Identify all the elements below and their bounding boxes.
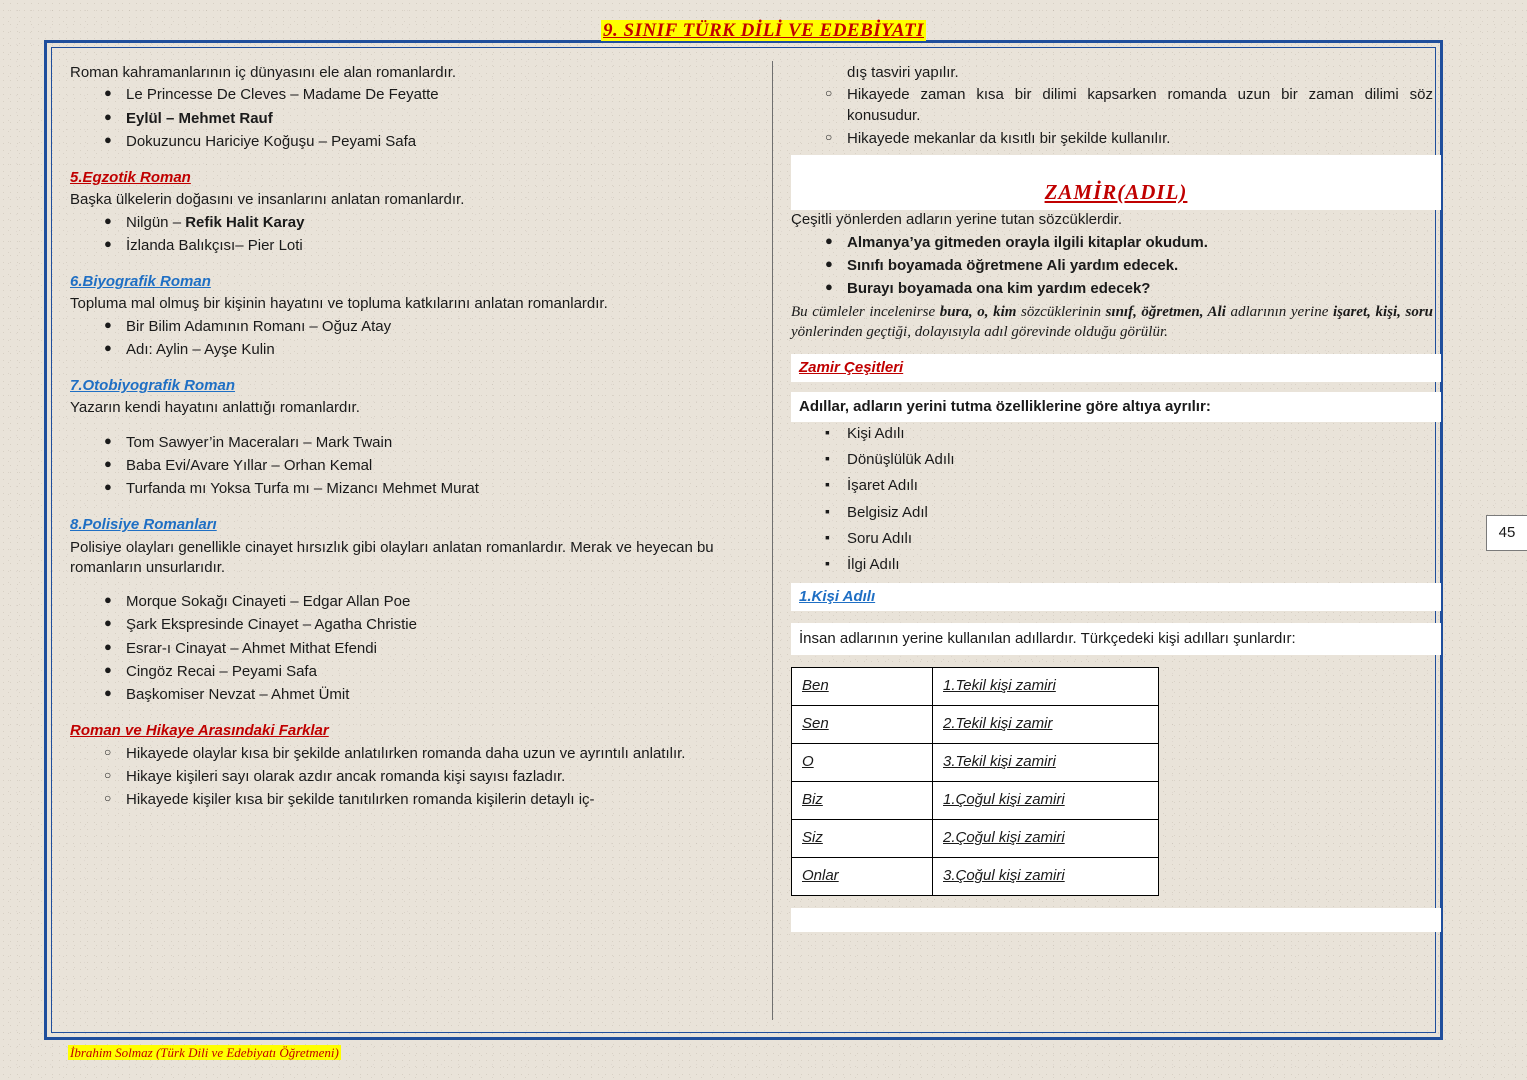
intro-list — [70, 85, 752, 152]
list-item — [847, 424, 1433, 444]
section-list-biyografik-roman — [70, 317, 752, 361]
list-item — [847, 476, 1433, 496]
zamir-cesitleri-lead: Adıllar, adların yerini tutma özelliklerine göre altıya ayrılır: — [799, 397, 1211, 415]
list-item — [847, 279, 1433, 299]
list-item-text: Başkomiser Nevzat – Ahmet Ümit — [126, 686, 350, 703]
section-paragraph-biyografik-roman: Topluma mal olmuş bir kişinin hayatını ve topluma katkılarını anlatan romanlardır. — [70, 295, 608, 313]
list-item-text: Belgisiz Adıl — [847, 503, 928, 521]
list-item — [126, 236, 752, 256]
table-row — [792, 781, 1159, 819]
list-item — [126, 456, 752, 476]
list-item — [847, 85, 1433, 126]
explanation-part-bold: işaret, kişi, soru — [1332, 304, 1433, 321]
list-item — [126, 790, 752, 810]
table-row — [792, 667, 1159, 705]
list-item-text: Sınıfı boyamada öğretmene Ali yardım edecek. — [847, 256, 1179, 274]
zamir-explanation — [791, 303, 1433, 342]
section-heading-roman-hikaye-farklar: Roman ve Hikaye Arasındaki Farklar — [70, 722, 329, 740]
table-cell-pronoun: Biz — [792, 781, 933, 819]
section-heading-polisiye-romanlari: 8.Polisiye Romanları — [70, 516, 217, 534]
zamir-definition: Çeşitli yönlerden adların yerine tutan sözcüklerdir. — [791, 211, 1123, 229]
list-item-text: Turfanda mı Yoksa Turfa mı – Mizancı Mehmet Murat — [126, 480, 479, 497]
list-item-text: İşaret Adılı — [847, 477, 918, 495]
list-item-text: Burayı boyamada ona kim yardım edecek? — [847, 280, 1151, 298]
white-spacer-box-1 — [791, 155, 1441, 173]
table-cell-description: 1.Tekil kişi zamiri — [933, 667, 1159, 705]
list-item-text: Baba Evi/Avare Yıllar – Orhan Kemal — [126, 456, 373, 474]
zamir-cesitleri-lead-box — [791, 392, 1441, 422]
table-cell-pronoun: Sen — [792, 705, 933, 743]
explanation-part: yönlerinden geçtiği, dolayısıyla adıl görevinde olduğu görülür. — [791, 323, 1168, 340]
list-item — [847, 256, 1433, 276]
right-column — [773, 55, 1437, 1030]
zamir-cesitleri-heading: Zamir Çeşitleri — [799, 359, 904, 377]
list-item — [126, 85, 752, 105]
list-item — [126, 340, 752, 360]
list-item-text: İzlanda Balıkçısı– Pier Loti — [126, 236, 303, 254]
list-item — [126, 479, 752, 499]
list-item-text: Hikayede kişiler kısa bir şekilde tanıtılırken romanda kişilerin detaylı iç- — [126, 791, 595, 808]
list-item — [126, 685, 752, 705]
zamir-title-box — [791, 173, 1441, 210]
list-item-text: Tom Sawyer’in Maceraları – Mark Twain — [126, 433, 393, 451]
list-item — [847, 129, 1433, 149]
list-item — [126, 767, 752, 787]
footer-text: İbrahim Solmaz (Türk Dili ve Edebiyatı Öğretmeni) — [70, 1045, 339, 1061]
list-item-text: Şark Ekspresinde Cinayet – Agatha Christie — [126, 616, 417, 634]
section-heading-otobiyografik-roman: 7.Otobiyografik Roman — [70, 377, 236, 394]
list-item — [847, 529, 1433, 549]
list-item — [126, 592, 752, 612]
list-item-text: Eylül – Mehmet Rauf — [126, 109, 273, 127]
table-row — [792, 857, 1159, 895]
table-cell-description: 3.Tekil kişi zamiri — [933, 743, 1159, 781]
list-item — [847, 450, 1433, 470]
table-row — [792, 819, 1159, 857]
left-column — [52, 55, 772, 1030]
zamir-cesitleri-heading-box — [791, 354, 1441, 381]
list-item: ● Nilgün – Refik Halit Karay — [126, 213, 752, 233]
list-item-text: Cingöz Recai – Peyami Safa — [126, 662, 317, 680]
list-item — [126, 662, 752, 682]
kisi-adili-paragraph-box — [791, 623, 1441, 655]
intro-paragraph: Roman kahramanlarının iç dünyasını ele alan romanlardır. — [70, 64, 457, 81]
explanation-part: sözcüklerinin — [1021, 304, 1106, 321]
page-header-title: 9. SINIF TÜRK DİLİ VE EDEBİYATI — [603, 20, 924, 41]
list-item-text: Hikayede zaman kısa bir dilimi kapsarken romanda uzun bir zaman dilimi söz konusudur. — [847, 86, 1433, 124]
list-item-text: Le Princesse De Cleves – Madame De Feyatte — [126, 86, 439, 104]
section-heading-egzotik-roman: 5.Egzotik Roman — [70, 169, 191, 186]
table-cell-pronoun: O — [792, 743, 933, 781]
list-item — [126, 433, 752, 453]
table-cell-pronoun: Onlar — [792, 857, 933, 895]
white-spacer-box-2 — [791, 908, 1441, 932]
list-item-text: Hikaye kişileri sayı olarak azdır ancak romanda kişi sayısı fazladır. — [126, 767, 566, 785]
list-item-text: Bir Bilim Adamının Romanı – Oğuz Atay — [126, 317, 392, 335]
zamir-examples-list — [791, 233, 1433, 300]
section-heading-biyografik-roman: 6.Biyografik Roman — [70, 273, 211, 290]
continued-list — [791, 85, 1433, 149]
list-item — [126, 615, 752, 635]
kisi-adili-heading-box — [791, 583, 1441, 610]
table-cell-pronoun: Ben — [792, 667, 933, 705]
zamir-title: ZAMİR(ADIL) — [1044, 180, 1188, 204]
explanation-part: adlarının yerine — [1230, 304, 1333, 321]
list-item-text: Adı: Aylin – Ayşe Kulin — [126, 340, 275, 358]
explanation-part-bold: sınıf, öğretmen, Ali — [1105, 304, 1231, 321]
list-item — [126, 317, 752, 337]
list-item — [847, 503, 1433, 523]
list-item-text: İlgi Adılı — [847, 556, 900, 574]
zamir-cesitleri-list — [791, 424, 1433, 576]
list-item — [847, 233, 1433, 253]
explanation-part-bold: bura, o, kim — [939, 304, 1021, 321]
list-item — [126, 132, 752, 152]
section-paragraph-egzotik-roman: Başka ülkelerin doğasını ve insanlarını anlatan romanlardır. — [70, 191, 465, 209]
explanation-part: Bu cümleler incelenirse — [791, 304, 940, 321]
list-item-text: Hikayede olaylar kısa bir şekilde anlatılırken romanda daha uzun ve ayrıntılı anlatılır. — [126, 744, 686, 762]
kisi-adili-heading: 1.Kişi Adılı — [799, 588, 876, 606]
section-list-egzotik-roman — [70, 213, 752, 257]
list-item-text: Dönüşlülük Adılı — [847, 451, 955, 469]
table-cell-description: 2.Tekil kişi zamir — [933, 705, 1159, 743]
page-content — [52, 55, 1437, 1030]
list-item — [126, 109, 752, 129]
footer — [68, 1044, 341, 1064]
list-item — [126, 639, 752, 659]
list-item — [126, 744, 752, 764]
section-paragraph-otobiyografik-roman: Yazarın kendi hayatını anlattığı romanlardır. — [70, 399, 360, 417]
list-item-text: Kişi Adılı — [847, 424, 905, 442]
table-row — [792, 705, 1159, 743]
table-cell-pronoun: Siz — [792, 819, 933, 857]
continued-line: dış tasviri yapılır. — [847, 64, 959, 81]
list-item-text: Soru Adılı — [847, 529, 913, 547]
list-item-text: Almanya’ya gitmeden orayla ilgili kitaplar okudum. — [847, 233, 1208, 251]
section-paragraph-polisiye-romanlari: Polisiye olayları genellikle cinayet hırsızlık gibi olayları anlatan romanlardır. Merak ve heyecan bu romanların unsurlarıdır. — [70, 538, 714, 576]
list-item-text: Esrar-ı Cinayat – Ahmet Mithat Efendi — [126, 639, 377, 657]
kisi-adili-paragraph: İnsan adlarının yerine kullanılan adıllardır. Türkçedeki kişi adılları şunlardır: — [799, 629, 1296, 647]
table-cell-description: 2.Çoğul kişi zamiri — [933, 819, 1159, 857]
list-item-text: Dokuzuncu Hariciye Koğuşu – Peyami Safa — [126, 132, 417, 150]
page-number: 45 — [1486, 515, 1527, 551]
list-item-text: Morque Sokağı Cinayeti – Edgar Allan Poe — [126, 593, 411, 610]
section-list-otobiyografik-roman — [70, 433, 752, 500]
page-header — [0, 18, 1527, 44]
list-item-text: Hikayede mekanlar da kısıtlı bir şekilde kullanılır. — [847, 129, 1171, 147]
section-list-roman-hikaye-farklar — [70, 744, 752, 811]
list-item — [847, 555, 1433, 575]
section-list-polisiye-romanlari — [70, 592, 752, 705]
table-row — [792, 743, 1159, 781]
table-cell-description: 1.Çoğul kişi zamiri — [933, 781, 1159, 819]
table-cell-description: 3.Çoğul kişi zamiri — [933, 857, 1159, 895]
kisi-adili-table — [791, 667, 1159, 896]
